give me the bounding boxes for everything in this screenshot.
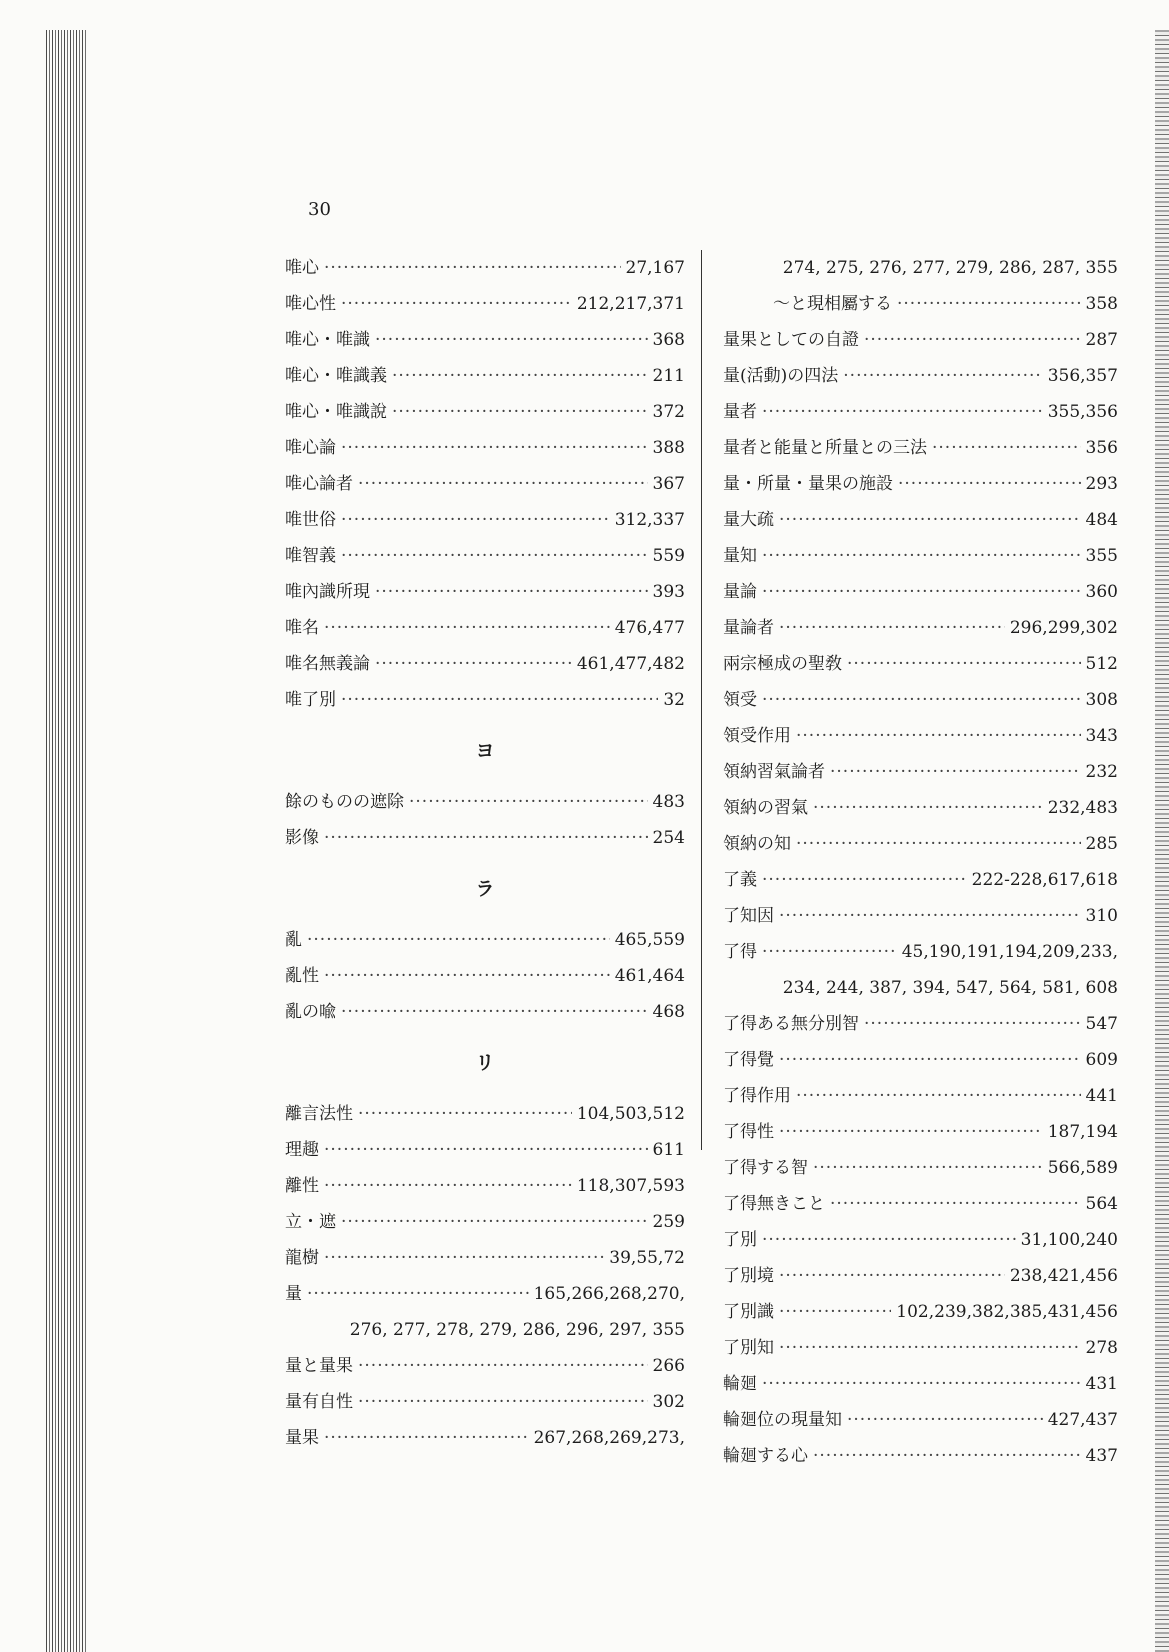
page-numbers: 222-228,617,618 <box>971 870 1118 890</box>
book-binding-edge <box>46 30 88 1652</box>
page-numbers: 102,239,382,385,431,456 <box>896 1302 1118 1322</box>
index-entry <box>723 646 1118 682</box>
page-numbers: 293 <box>1085 474 1118 494</box>
index-continuation <box>723 250 1118 286</box>
page-numbers: 266 <box>652 1356 685 1376</box>
leader-dots <box>762 1366 1081 1402</box>
page-numbers: 388 <box>652 438 685 458</box>
leader-dots <box>830 1186 1081 1222</box>
leader-dots <box>341 538 648 574</box>
page-numbers: 39,55,72 <box>609 1248 685 1268</box>
index-entry <box>723 1402 1118 1438</box>
index-entry <box>723 718 1118 754</box>
page-right-edge <box>1155 30 1169 1652</box>
leader-dots <box>358 1348 648 1384</box>
page-numbers: 104,503,512 <box>576 1104 685 1124</box>
index-entry <box>285 1132 685 1168</box>
page-numbers: 234, 244, 387, 394, 547, 564, 581, 608 <box>782 978 1118 998</box>
index-entry <box>723 862 1118 898</box>
leader-dots <box>897 286 1081 322</box>
index-term: 量有自性 <box>285 1392 353 1412</box>
index-term: 量と量果 <box>285 1356 353 1376</box>
page-numbers: 566,589 <box>1047 1158 1118 1178</box>
leader-dots <box>392 358 648 394</box>
index-term: 理趣 <box>285 1140 319 1160</box>
index-term: 唯心・唯識說 <box>285 402 387 422</box>
page-numbers: 259 <box>652 1212 685 1232</box>
index-term: 輪廻位の現量知 <box>723 1410 842 1430</box>
page-numbers: 564 <box>1085 1194 1118 1214</box>
leader-dots <box>779 1258 1005 1294</box>
index-entry <box>285 430 685 466</box>
leader-dots <box>779 1042 1081 1078</box>
index-subentry <box>723 286 1118 322</box>
leader-dots <box>341 994 648 1030</box>
index-entry <box>285 922 685 958</box>
index-entry <box>723 826 1118 862</box>
page-numbers: 427,437 <box>1047 1410 1118 1430</box>
page-numbers: 367 <box>652 474 685 494</box>
page-numbers: 372 <box>652 402 685 422</box>
leader-dots <box>864 322 1081 358</box>
index-column-right <box>723 250 1118 1474</box>
leader-dots <box>843 358 1042 394</box>
page-numbers: 465,559 <box>614 930 685 950</box>
index-entry <box>723 1222 1118 1258</box>
index-entry <box>285 502 685 538</box>
index-term: 餘のものの遮除 <box>285 792 404 812</box>
index-entry <box>285 286 685 322</box>
index-term: 唯世俗 <box>285 510 336 530</box>
index-column-left <box>285 250 685 1456</box>
index-term: 了得性 <box>723 1122 774 1142</box>
index-term: 龍樹 <box>285 1248 319 1268</box>
page-numbers: 609 <box>1085 1050 1118 1070</box>
page-numbers: 302 <box>652 1392 685 1412</box>
section-heading: リ <box>475 1052 495 1074</box>
leader-dots <box>409 784 648 820</box>
index-entry <box>723 1150 1118 1186</box>
page-numbers: 547 <box>1085 1014 1118 1034</box>
index-entry <box>723 682 1118 718</box>
leader-dots <box>779 1294 891 1330</box>
index-entry <box>723 322 1118 358</box>
leader-dots <box>779 502 1081 538</box>
index-term: 量者 <box>723 402 757 422</box>
page-numbers: 484 <box>1085 510 1118 530</box>
page-numbers: 165,266,268,270, <box>533 1284 685 1304</box>
leader-dots <box>762 538 1081 574</box>
index-term: 唯了別 <box>285 690 336 710</box>
index-entry <box>285 250 685 286</box>
leader-dots <box>358 1096 572 1132</box>
leader-dots <box>847 646 1081 682</box>
index-term: 量(活動)の四法 <box>723 366 839 386</box>
index-term: 亂性 <box>285 966 319 986</box>
page-numbers: 468 <box>652 1002 685 1022</box>
index-entry <box>285 958 685 994</box>
index-entry <box>723 934 1118 970</box>
index-entry <box>285 1276 685 1312</box>
page-numbers: 355 <box>1085 546 1118 566</box>
leader-dots <box>341 1204 648 1240</box>
leader-dots <box>375 322 648 358</box>
page-number: 30 <box>308 199 331 220</box>
leader-dots <box>762 682 1081 718</box>
leader-dots <box>324 250 621 286</box>
page-numbers: 27,167 <box>625 258 685 278</box>
page-numbers: 238,421,456 <box>1009 1266 1118 1286</box>
index-entry <box>285 610 685 646</box>
index-term: 量 <box>285 1284 302 1304</box>
index-entry <box>285 322 685 358</box>
leader-dots <box>762 394 1043 430</box>
index-entry <box>285 466 685 502</box>
index-entry <box>285 1384 685 1420</box>
leader-dots <box>796 718 1081 754</box>
leader-dots <box>341 502 610 538</box>
index-continuation <box>723 970 1118 1006</box>
index-entry <box>285 646 685 682</box>
page-numbers: 356 <box>1085 438 1118 458</box>
index-entry <box>723 754 1118 790</box>
index-term: 量論者 <box>723 618 774 638</box>
index-entry <box>723 358 1118 394</box>
leader-dots <box>392 394 648 430</box>
index-term: 唯心性 <box>285 294 336 314</box>
leader-dots <box>762 862 967 898</box>
leader-dots <box>375 646 572 682</box>
index-term: 亂の喩 <box>285 1002 336 1022</box>
index-term: 了別 <box>723 1230 757 1250</box>
index-entry <box>285 682 685 718</box>
leader-dots <box>324 1132 648 1168</box>
index-entry <box>723 1006 1118 1042</box>
leader-dots <box>864 1006 1081 1042</box>
section-heading: ヨ <box>475 740 495 762</box>
index-entry <box>723 1114 1118 1150</box>
index-term: 唯心論 <box>285 438 336 458</box>
index-term: 唯心・唯識義 <box>285 366 387 386</box>
index-entry <box>723 394 1118 430</box>
index-term: 了知因 <box>723 906 774 926</box>
index-entry <box>723 1366 1118 1402</box>
page-numbers: 441 <box>1085 1086 1118 1106</box>
index-term: 量知 <box>723 546 757 566</box>
index-term: 唯名無義論 <box>285 654 370 674</box>
leader-dots <box>358 466 648 502</box>
index-term: 了得作用 <box>723 1086 791 1106</box>
index-entry <box>723 502 1118 538</box>
page-numbers: 437 <box>1085 1446 1118 1466</box>
index-term: 唯心・唯識 <box>285 330 370 350</box>
index-term: 亂 <box>285 930 302 950</box>
index-term: 影像 <box>285 828 319 848</box>
index-entry <box>723 1294 1118 1330</box>
leader-dots <box>830 754 1081 790</box>
index-entry <box>285 1096 685 1132</box>
index-term: 了得無きこと <box>723 1194 825 1214</box>
index-term: 量果 <box>285 1428 319 1448</box>
index-entry <box>723 466 1118 502</box>
index-entry <box>285 994 685 1030</box>
page-numbers: 360 <box>1085 582 1118 602</box>
index-entry <box>285 784 685 820</box>
page-numbers: 356,357 <box>1047 366 1118 386</box>
index-term: 領受 <box>723 690 757 710</box>
index-entry <box>723 1258 1118 1294</box>
page-numbers: 232 <box>1085 762 1118 782</box>
index-term: 領納習氣論者 <box>723 762 825 782</box>
page-numbers: 274, 275, 276, 277, 279, 286, 287, 355 <box>782 258 1118 278</box>
index-entry <box>285 1204 685 1240</box>
index-entry <box>723 790 1118 826</box>
index-term: 了得 <box>723 942 757 962</box>
index-term: 量・所量・量果の施設 <box>723 474 893 494</box>
page-numbers: 285 <box>1085 834 1118 854</box>
index-entry <box>723 538 1118 574</box>
index-term: 立・遮 <box>285 1212 336 1232</box>
page-numbers: 611 <box>652 1140 685 1160</box>
section-heading: ラ <box>475 878 495 900</box>
leader-dots <box>932 430 1081 466</box>
page-numbers: 355,356 <box>1047 402 1118 422</box>
leader-dots <box>324 1240 604 1276</box>
page-numbers: 559 <box>652 546 685 566</box>
leader-dots <box>813 1438 1081 1474</box>
index-term: 量果としての自證 <box>723 330 859 350</box>
page-numbers: 31,100,240 <box>1020 1230 1118 1250</box>
page-numbers: 187,194 <box>1047 1122 1118 1142</box>
page-numbers: 343 <box>1085 726 1118 746</box>
page-numbers: 476,477 <box>614 618 685 638</box>
index-term: 了別知 <box>723 1338 774 1358</box>
index-entry <box>285 1420 685 1456</box>
index-entry <box>723 1438 1118 1474</box>
leader-dots <box>307 1276 529 1312</box>
page-numbers: 118,307,593 <box>576 1176 685 1196</box>
index-entry <box>285 1240 685 1276</box>
index-term: 唯內識所現 <box>285 582 370 602</box>
leader-dots <box>813 790 1043 826</box>
index-entry <box>285 1168 685 1204</box>
index-term: 量大疏 <box>723 510 774 530</box>
leader-dots <box>779 898 1081 934</box>
leader-dots <box>796 826 1081 862</box>
leader-dots <box>779 1330 1081 1366</box>
index-term: 輪廻する心 <box>723 1446 808 1466</box>
index-term: 〜と現相屬する <box>773 294 892 314</box>
leader-dots <box>779 1114 1043 1150</box>
index-entry <box>285 538 685 574</box>
leader-dots <box>898 466 1081 502</box>
index-term: 了得する智 <box>723 1158 808 1178</box>
page-numbers: 287 <box>1085 330 1118 350</box>
page-numbers: 358 <box>1085 294 1118 314</box>
index-entry <box>723 1078 1118 1114</box>
index-entry <box>723 898 1118 934</box>
leader-dots <box>762 574 1081 610</box>
index-entry <box>723 610 1118 646</box>
index-entry <box>285 1348 685 1384</box>
leader-dots <box>358 1384 648 1420</box>
index-entry <box>285 358 685 394</box>
leader-dots <box>324 820 648 856</box>
index-entry <box>723 1330 1118 1366</box>
page-numbers: 368 <box>652 330 685 350</box>
page-numbers: 296,299,302 <box>1009 618 1118 638</box>
page-numbers: 393 <box>652 582 685 602</box>
page-numbers: 278 <box>1085 1338 1118 1358</box>
index-term: 量者と能量と所量との三法 <box>723 438 927 458</box>
leader-dots <box>341 682 658 718</box>
index-term: 了得覺 <box>723 1050 774 1070</box>
page-numbers: 254 <box>652 828 685 848</box>
index-term: 量論 <box>723 582 757 602</box>
page-numbers: 211 <box>652 366 685 386</box>
index-entry <box>723 1042 1118 1078</box>
page-numbers: 512 <box>1085 654 1118 674</box>
index-entry <box>723 1186 1118 1222</box>
index-term: 了義 <box>723 870 757 890</box>
page-numbers: 431 <box>1085 1374 1118 1394</box>
page-numbers: 276, 277, 278, 279, 286, 296, 297, 355 <box>349 1320 685 1340</box>
index-term: 領納の習氣 <box>723 798 808 818</box>
index-term: 領納の知 <box>723 834 791 854</box>
column-divider <box>701 250 702 1150</box>
page-numbers: 310 <box>1085 906 1118 926</box>
leader-dots <box>779 610 1005 646</box>
index-term: 唯智義 <box>285 546 336 566</box>
leader-dots <box>341 286 572 322</box>
index-term: 了別識 <box>723 1302 774 1322</box>
leader-dots <box>307 922 610 958</box>
page-numbers: 483 <box>652 792 685 812</box>
page-numbers: 461,464 <box>614 966 685 986</box>
page-numbers: 212,217,371 <box>576 294 685 314</box>
index-continuation <box>285 1312 685 1348</box>
leader-dots <box>341 430 648 466</box>
index-entry <box>723 574 1118 610</box>
page-numbers: 232,483 <box>1047 798 1118 818</box>
index-entry <box>723 430 1118 466</box>
index-term: 領受作用 <box>723 726 791 746</box>
leader-dots <box>796 1078 1081 1114</box>
page-numbers: 461,477,482 <box>576 654 685 674</box>
leader-dots <box>324 610 610 646</box>
leader-dots <box>324 958 610 994</box>
page-numbers: 267,268,269,273, <box>533 1428 685 1448</box>
index-term: 離言法性 <box>285 1104 353 1124</box>
index-term: 唯心 <box>285 258 319 278</box>
index-term: 唯心論者 <box>285 474 353 494</box>
index-term: 輪廻 <box>723 1374 757 1394</box>
leader-dots <box>813 1150 1043 1186</box>
index-term: 唯名 <box>285 618 319 638</box>
index-entry <box>285 820 685 856</box>
index-term: 兩宗極成の聖敎 <box>723 654 842 674</box>
page-numbers: 308 <box>1085 690 1118 710</box>
page-numbers: 312,337 <box>614 510 685 530</box>
leader-dots <box>324 1420 529 1456</box>
page-numbers: 45,190,191,194,209,233, <box>901 942 1118 962</box>
leader-dots <box>375 574 648 610</box>
index-entry <box>285 394 685 430</box>
leader-dots <box>762 934 897 970</box>
leader-dots <box>762 1222 1016 1258</box>
leader-dots <box>324 1168 572 1204</box>
leader-dots <box>847 1402 1043 1438</box>
index-term: 離性 <box>285 1176 319 1196</box>
index-entry <box>285 574 685 610</box>
page-numbers: 32 <box>663 690 685 710</box>
index-term: 了別境 <box>723 1266 774 1286</box>
index-term: 了得ある無分別智 <box>723 1014 859 1034</box>
